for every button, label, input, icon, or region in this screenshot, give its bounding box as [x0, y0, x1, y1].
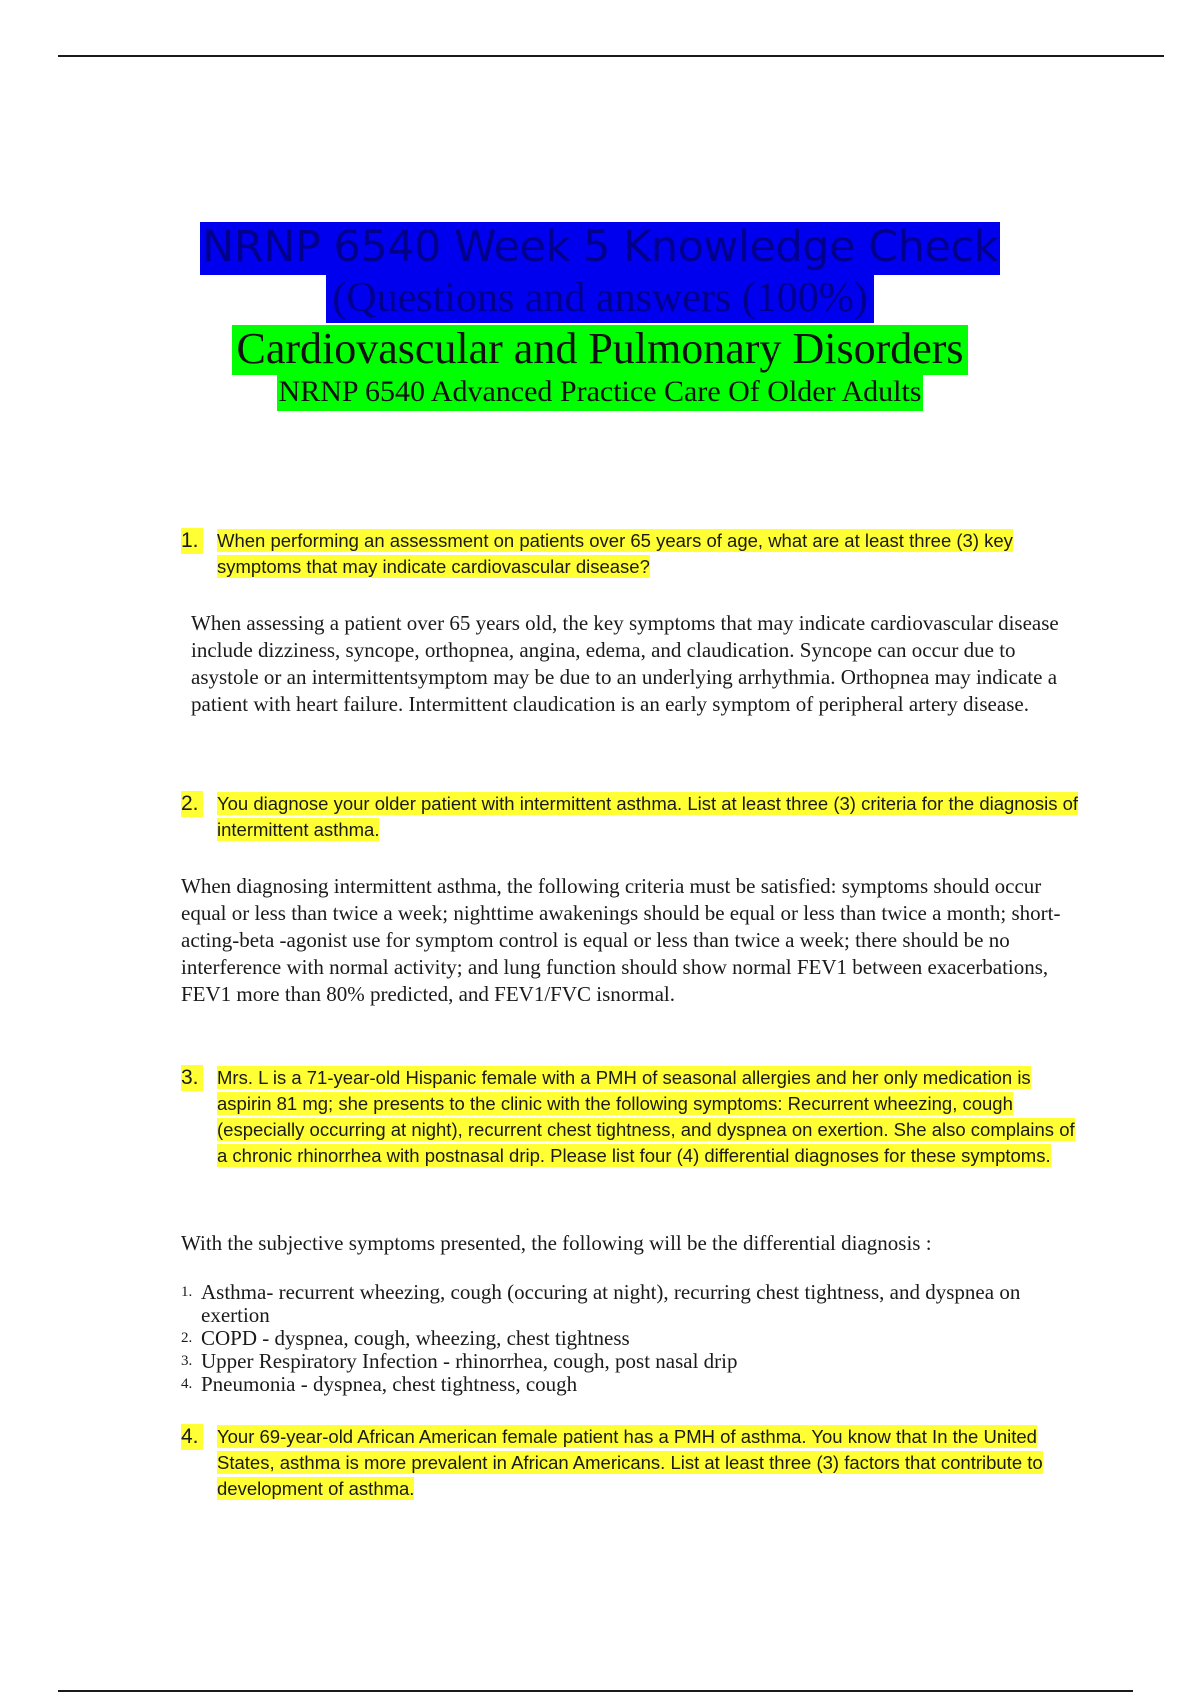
document-title	[0, 222, 1200, 411]
list-item: 2. COPD - dyspnea, cough, wheezing, chest tightness	[181, 1326, 630, 1350]
question-3	[181, 1065, 1081, 1169]
answer-3-intro: With the subjective symptoms presented, the following will be the differential diagnosis :	[181, 1231, 932, 1255]
list-item: 1. Asthma- recurrent wheezing, cough (occuring at night), recurring chest tightness, and dyspnea on exertion	[181, 1280, 1021, 1327]
question-text: You diagnose your older patient with intermittent asthma. List at least three (3) criteria for the diagnosis of intermittent asthma.	[217, 793, 1079, 840]
top-rule	[58, 55, 1164, 57]
title-line-4: NRNP 6540 Advanced Practice Care Of Older Adults	[277, 375, 924, 411]
title-line-1: NRNP 6540 Week 5 Knowledge Check	[200, 222, 1000, 275]
question-number: 2.	[181, 791, 203, 817]
answer-1: When assessing a patient over 65 years old, the key symptoms that may indicate cardiovascular disease include dizziness, syncope, orthopnea, angina, edema, and claudication. Syncope can occur due to asystole or an intermittentsymptom may be due to an underlying arrhythmia. Orthopnea may indicate a patient with heart failure. Intermittent claudication is an early symptom of peripheral artery disease.	[191, 611, 1059, 716]
question-text: Your 69-year-old African American female patient has a PMH of asthma. You know that In the United States, asthma is more prevalent in African Americans. List at least three (3) factors that contribute to development of asthma.	[217, 1426, 1043, 1499]
question-1	[181, 528, 1081, 580]
list-item: 3. Upper Respiratory Infection - rhinorrhea, cough, post nasal drip	[181, 1349, 738, 1373]
list-item: 4. Pneumonia - dyspnea, chest tightness, cough	[181, 1372, 578, 1396]
differential-diagnosis-list	[181, 1281, 1081, 1396]
question-text: When performing an assessment on patients over 65 years of age, what are at least three (3) key symptoms that may indicate cardiovascular disease?	[217, 530, 1013, 577]
title-line-3: Cardiovascular and Pulmonary Disorders	[232, 325, 967, 375]
question-number: 3.	[181, 1065, 203, 1091]
question-text: Mrs. L is a 71-year-old Hispanic female with a PMH of seasonal allergies and her only medication is aspirin 81 mg; she presents to the clinic with the following symptoms: Recurrent wheezing, cough (especially occurring at night), recurrent chest tightness, and dyspnea on exertion. She also complains of a chronic rhinorrhea with postnasal drip. Please list four (4) differential diagnoses for these symptoms.	[217, 1067, 1075, 1166]
bottom-rule	[58, 1690, 1133, 1692]
question-number: 4.	[181, 1424, 203, 1450]
question-4	[181, 1424, 1081, 1502]
answer-2: When diagnosing intermittent asthma, the following criteria must be satisfied: symptoms should occur equal or less than twice a week; nighttime awakenings should be equal or less than twice a month; short-acting-beta -agonist use for symptom control is equal or less than twice a week; there should be no interference with normal activity; and lung function should show normal FEV1 between exacerbations, FEV1 more than 80% predicted, and FEV1/FVC isnormal.	[181, 874, 1061, 1006]
question-number: 1.	[181, 528, 203, 554]
title-line-2: (Questions and answers (100%)	[326, 275, 873, 323]
question-2	[181, 791, 1081, 843]
